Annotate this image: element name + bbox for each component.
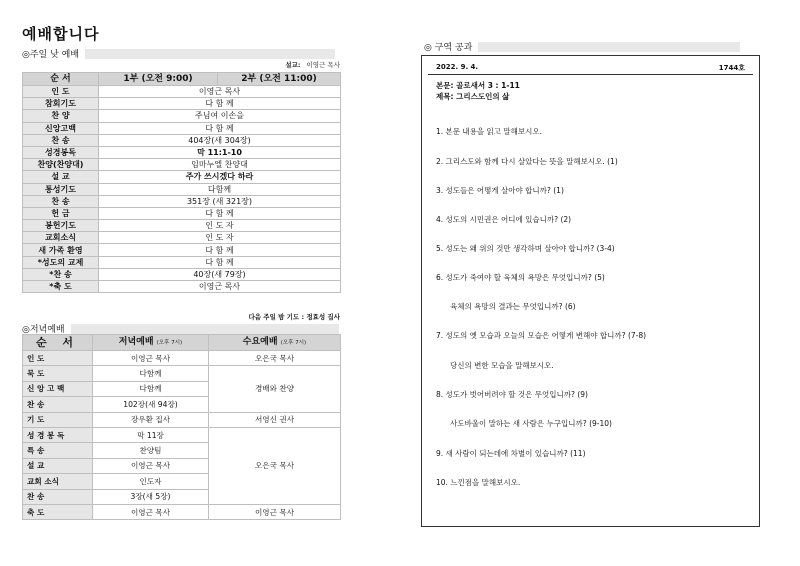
table-header-row (23, 335, 341, 351)
lesson-scripture: 본문: 골로새서 3 : 1-11 (436, 81, 520, 90)
row-value: 다 함 께 (99, 98, 341, 110)
question-item: 6. 성도가 죽여야 할 육체의 욕망은 무엇입니까? (5) (436, 273, 605, 282)
row-label: 설 교 (23, 458, 93, 473)
evening-value: 막 11장 (93, 427, 209, 442)
section-divider (478, 42, 740, 52)
row-label: 새 가족 환영 (23, 244, 99, 256)
wednesday-value: 이영근 목사 (209, 504, 341, 519)
question-subitem: 사도바울이 말하는 새 사람은 누구입니까? (9-10) (450, 419, 612, 428)
group-lesson-box (421, 55, 760, 527)
evening-value: 장우환 집사 (93, 412, 209, 427)
table-row (23, 195, 341, 207)
table-row (23, 98, 341, 110)
table-row (23, 351, 341, 366)
row-label: 신앙고백 (23, 122, 99, 134)
question-item: 2. 그리스도와 함께 다시 살았다는 뜻을 말해보시오. (1) (436, 157, 618, 166)
table-row (23, 412, 341, 427)
row-value: 다 함 께 (99, 207, 341, 219)
row-label: 찬 송 (23, 489, 93, 504)
row-label: 신 앙 고 백 (23, 381, 93, 396)
preacher-label: 설교: (285, 61, 301, 69)
page-title: 예배합니다 (22, 25, 100, 43)
table-row (23, 207, 341, 219)
table-row (23, 183, 341, 195)
row-value: 이영근 목사 (99, 281, 341, 293)
evening-value: 102장(새 94장) (93, 397, 209, 412)
group-lesson-title: ◎ 구역 공과 (424, 43, 473, 53)
row-value: 이영근 목사 (99, 86, 341, 98)
table-row (23, 86, 341, 98)
row-label: 성경봉독 (23, 146, 99, 158)
header-evening-service: 저녁예배 (오후 7시) (93, 335, 209, 351)
table-row (23, 504, 341, 519)
table-row (23, 281, 341, 293)
row-label: 찬 송 (23, 134, 99, 146)
lesson-heading (436, 80, 520, 102)
evening-value: 이영근 목사 (93, 351, 209, 366)
row-label: 찬 송 (23, 195, 99, 207)
row-label: 헌 금 (23, 207, 99, 219)
row-value: 다 함 께 (99, 256, 341, 268)
header-divider (428, 74, 753, 75)
wednesday-value: 경배와 찬양 (209, 366, 341, 412)
row-label: 성 경 봉 독 (23, 427, 93, 442)
table-row (23, 122, 341, 134)
row-value: 인 도 자 (99, 232, 341, 244)
question-item: 1. 본문 내용을 읽고 말해보시오. (436, 127, 543, 136)
sunday-order-table (22, 72, 341, 293)
table-header-row (23, 73, 341, 86)
row-label: *찬 송 (23, 268, 99, 280)
header-second-service: 2부 (오전 11:00) (218, 73, 341, 86)
row-label: 설 교 (23, 171, 99, 183)
table-row (23, 134, 341, 146)
question-subitem: 당신의 변한 모습을 말해보시오. (450, 361, 554, 370)
table-row (23, 146, 341, 158)
header-wednesday-service: 수요예배 (오후 7시) (209, 335, 341, 351)
row-label: 참회기도 (23, 98, 99, 110)
lesson-subject: 제목: 그리스도인의 삶 (436, 92, 510, 101)
row-value: 임마누엘 찬양대 (99, 159, 341, 171)
evening-value: 3장(새 5장) (93, 489, 209, 504)
table-row (23, 232, 341, 244)
issue-number: 1744호 (718, 64, 745, 72)
wednesday-value: 오은국 목사 (209, 351, 341, 366)
header-order: 순 서 (23, 73, 99, 86)
evening-value: 인도자 (93, 474, 209, 489)
evening-order-table (22, 334, 341, 520)
evening-value: 이영근 목사 (93, 504, 209, 519)
table-row (23, 427, 341, 442)
table-row (23, 244, 341, 256)
row-label: 축 도 (23, 504, 93, 519)
next-prayer-note: 다음 주일 밤 기도 : 정효성 집사 (248, 313, 340, 321)
row-value: 다 함 께 (99, 244, 341, 256)
question-item: 8. 성도가 벗어버려야 할 것은 무엇입니까? (9) (436, 390, 588, 399)
row-label: *축 도 (23, 281, 99, 293)
row-label: 인 도 (23, 86, 99, 98)
row-label: 교회 소식 (23, 474, 93, 489)
lesson-date: 2022. 9. 4. (436, 63, 479, 71)
evening-value: 다함께 (93, 366, 209, 381)
row-value: 막 11:1-10 (99, 146, 341, 158)
row-value: 주가 쓰시겠다 하라 (99, 171, 341, 183)
table-row (23, 171, 341, 183)
row-label: 봉헌기도 (23, 220, 99, 232)
row-label: 찬양(찬양대) (23, 159, 99, 171)
row-label: 찬 송 (23, 397, 93, 412)
question-item: 4. 성도의 시민권은 어디에 있습니까? (2) (436, 215, 572, 224)
question-item: 3. 성도들은 어떻게 살아야 합니까? (1) (436, 186, 564, 195)
row-label: 교회소식 (23, 232, 99, 244)
row-label: 통성기도 (23, 183, 99, 195)
row-value: 404장(새 304장) (99, 134, 341, 146)
row-value: 다함께 (99, 183, 341, 195)
row-value: 351장 (새 321장) (99, 195, 341, 207)
section-divider (71, 324, 339, 334)
row-value: 인 도 자 (99, 220, 341, 232)
question-item: 5. 성도는 왜 위의 것만 생각하며 살아야 합니까? (3-4) (436, 244, 615, 253)
row-label: 특 송 (23, 443, 93, 458)
row-label: 묵 도 (23, 366, 93, 381)
sunday-section-heading (22, 47, 335, 60)
wednesday-value: 서영신 권사 (209, 412, 341, 427)
question-item: 9. 새 사람이 되는데에 차별이 있습니까? (11) (436, 449, 586, 458)
preacher-name: 이영근 목사 (306, 61, 340, 69)
section-divider (85, 49, 335, 59)
evening-value: 다함께 (93, 381, 209, 396)
row-label: 찬 양 (23, 110, 99, 122)
row-label: 기 도 (23, 412, 93, 427)
table-row (23, 268, 341, 280)
table-row (23, 256, 341, 268)
question-subitem: 육체의 욕망의 결과는 무엇입니까? (6) (450, 302, 576, 311)
question-item: 7. 성도의 옛 모습과 오늘의 모습은 어떻게 변해야 합니까? (7-8) (436, 331, 647, 340)
question-item: 10. 느낀점을 말해보시오. (436, 478, 521, 487)
table-row (23, 220, 341, 232)
wednesday-value: 오은국 목사 (209, 427, 341, 504)
sunday-section-title: ◎주일 낮 예배 (22, 50, 80, 60)
header-order: 순 서 (23, 335, 93, 351)
table-row (23, 110, 341, 122)
group-lesson-heading (424, 40, 740, 53)
row-value: 다 함 께 (99, 122, 341, 134)
evening-value: 이영근 목사 (93, 458, 209, 473)
table-row (23, 366, 341, 381)
evening-section-title: ◎저녁예배 (22, 325, 65, 335)
preacher-line (22, 60, 340, 69)
row-label: 인 도 (23, 351, 93, 366)
table-row (23, 159, 341, 171)
row-value: 주님여 이손을 (99, 110, 341, 122)
header-first-service: 1부 (오전 9:00) (99, 73, 218, 86)
row-value: 40장(새 79장) (99, 268, 341, 280)
row-label: *성도의 교제 (23, 256, 99, 268)
evening-value: 찬양팀 (93, 443, 209, 458)
